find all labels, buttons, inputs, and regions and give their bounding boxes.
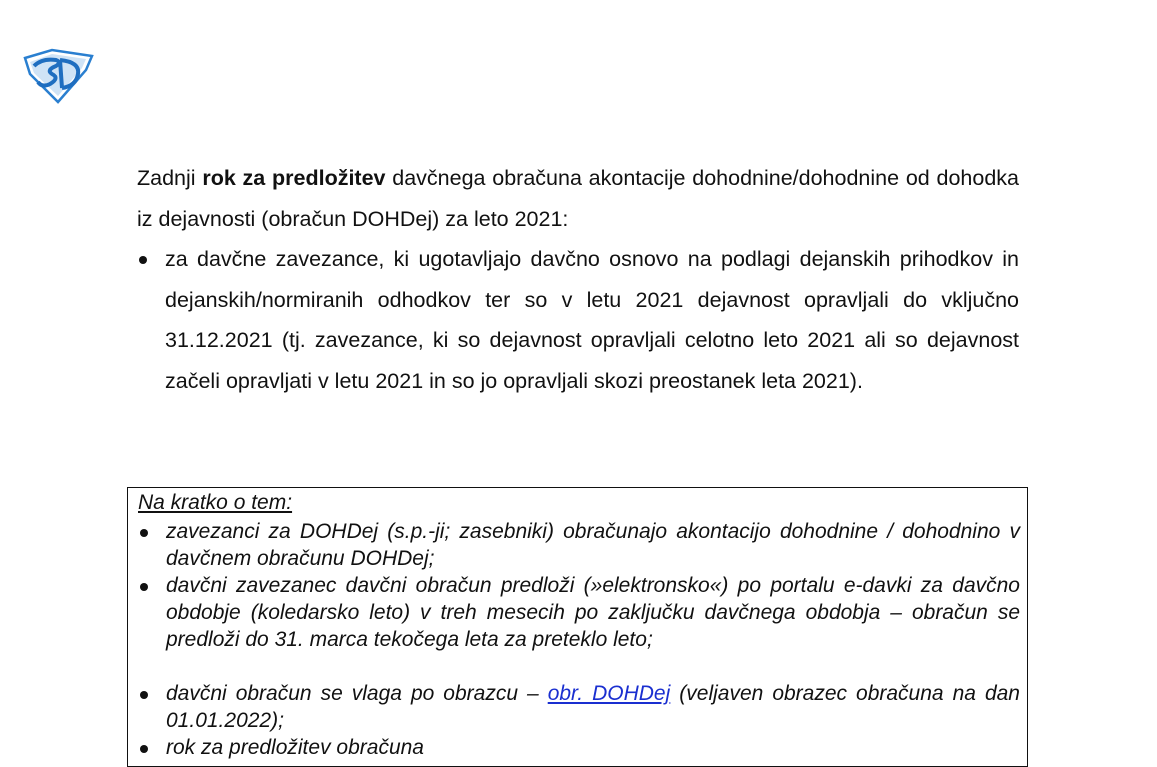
intro-text-end: davčnega obračuna akontacije dohodnine/dohodnine od dohodka iz dejavnosti (obračun DOHDej) za leto 2021: — [137, 166, 1019, 231]
bullet-icon — [140, 691, 148, 699]
list-item: davčni zavezanec davčni obračun predloži (»elektronsko«) po portalu e-davki za davčno obdobje (koledarsko leto) v treh mesecih po zaključku davčnega obdobja – obračun se predloži do 31. marca tekočega leta za preteklo leto; — [138, 572, 1020, 653]
list-item: davčni obračun se vlaga po obrazcu – obr. DOHDej (veljaven obrazec obračuna na dan 01.01.2022); — [138, 680, 1020, 734]
obr-dohdej-link[interactable]: obr. DOHDej — [547, 682, 671, 705]
fu-logo-icon — [22, 48, 96, 104]
intro-paragraph — [137, 158, 1019, 239]
summary-title: Na kratko o tem: — [138, 491, 293, 514]
summary-list — [138, 518, 1020, 761]
bullet-icon — [139, 256, 147, 264]
list-item: za davčne zavezance, ki ugotavljajo davčno osnovo na podlagi dejanskih prihodkov in dejanskih/normiranih odhodkov ter so v letu 2021 dejavnost opravljali do vključno 31.12.2021 (tj. zavezance, ki so dejavnost opravljali celotno leto 2021 ali so dejavnost začeli opravljati v letu 2021 in so jo opravljali skozi preostanek leta 2021). — [137, 239, 1019, 401]
summary-box — [127, 487, 1028, 767]
intro-text-start: Zadnji — [137, 166, 196, 190]
intro-bullet-list — [137, 239, 1019, 401]
intro-bold-deadline: rok za predložitev — [202, 166, 386, 190]
bullet-icon — [140, 583, 148, 591]
list-item: zavezanci za DOHDej (s.p.-ji; zasebniki) obračunajo akontacijo dohodnine / dohodnino v davčnem obračunu DOHDej; — [138, 518, 1020, 572]
list-item: rok za predložitev obračuna — [138, 734, 1020, 761]
bullet-icon — [140, 745, 148, 753]
bullet-icon — [140, 529, 148, 537]
